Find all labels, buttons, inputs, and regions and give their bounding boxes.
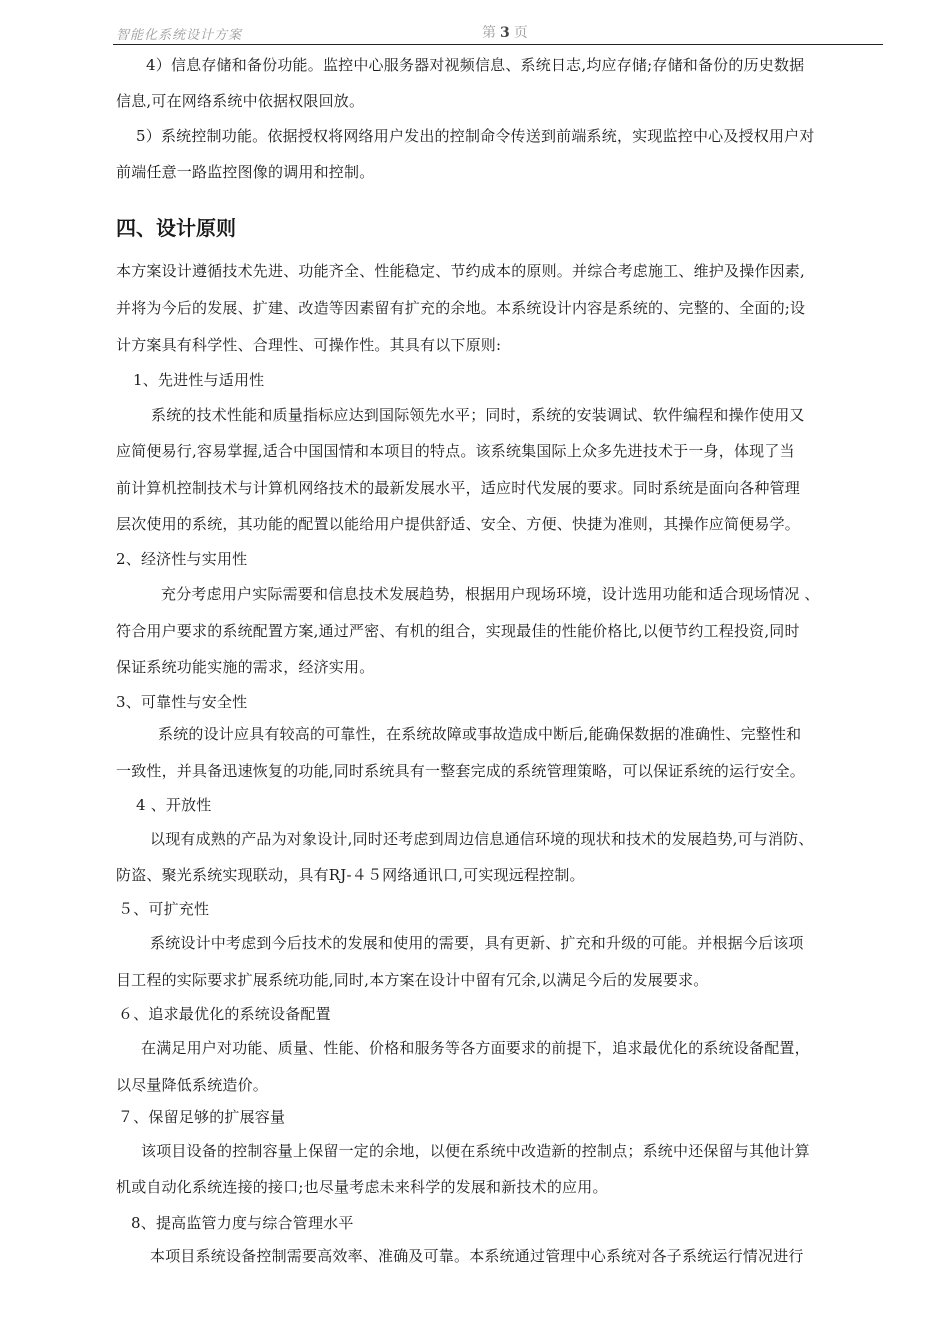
list-heading: ６、追求最优化的系统设备配置 [118, 1005, 331, 1023]
list-heading: 4 、开放性 [136, 796, 212, 814]
text-line: 目工程的实际要求扩展系统功能,同时,本方案在设计中留有冗余,以满足今后的发展要求。 [116, 971, 709, 989]
page-prefix: 第 [482, 25, 496, 41]
text-line: 系统的设计应具有较高的可靠性，在系统故障或事故造成中断后,能确保数据的准确性、完整性和 [158, 725, 802, 743]
text-line: 充分考虑用户实际需要和信息技术发展趋势，根据用户现场环境，设计选用功能和适合现场情况 、 [161, 585, 820, 603]
text-line: 保证系统功能实施的需求，经济实用。 [116, 658, 375, 676]
text-line: 前端任意一路监控图像的调用和控制。 [116, 163, 375, 181]
page-header-title: 智能化系统设计方案 [116, 28, 243, 43]
list-heading: 8、提高监管力度与综合管理水平 [131, 1214, 354, 1232]
text-line: 系统设计中考虑到今后技术的发展和使用的需要，具有更新、扩充和升级的可能。并根据今后该项 [150, 934, 804, 952]
text-line: 4）信息存储和备份功能。监控中心服务器对视频信息、系统日志,均应存储;存储和备份的历史数据 [146, 56, 805, 74]
page-number [482, 22, 528, 42]
text-line: 并将为今后的发展、扩建、改造等因素留有扩充的余地。本系统设计内容是系统的、完整的、全面的;设 [116, 299, 806, 317]
text-line: 信息,可在网络系统中依据权限回放。 [116, 92, 365, 110]
text-line: 本方案设计遵循技术先进、功能齐全、性能稳定、节约成本的原则。并综合考虑施工、维护及操作因素, [116, 262, 805, 280]
list-heading: 3、可靠性与安全性 [116, 693, 248, 711]
text-line: 该项目设备的控制容量上保留一定的余地，以便在系统中改造新的控制点；系统中还保留与其他计算 [141, 1142, 810, 1160]
text-line: 机或自动化系统连接的接口;也尽量考虑未来科学的发展和新技术的应用。 [116, 1178, 608, 1196]
list-heading: 1、先进性与适用性 [133, 371, 265, 389]
section-title: 四、设计原则 [116, 216, 236, 240]
page-number-value: 3 [500, 25, 510, 41]
text-line: 计方案具有科学性、合理性、可操作性。其具有以下原则: [116, 336, 502, 354]
text-line: 以尽量降低系统造价。 [116, 1076, 269, 1094]
list-heading: ７、保留足够的扩展容量 [118, 1108, 286, 1126]
text-line: 系统的技术性能和质量指标应达到国际领先水平；同时，系统的安装调试、软件编程和操作使用又 [151, 406, 805, 424]
list-heading: ５、可扩充性 [118, 900, 210, 918]
text-line: 防盗、聚光系统实现联动，具有RJ-４５网络通讯口,可实现远程控制。 [116, 866, 585, 884]
text-line: 本项目系统设备控制需要高效率、准确及可靠。本系统通过管理中心系统对各子系统运行情况进行 [150, 1247, 804, 1265]
text-line: 5）系统控制功能。依据授权将网络用户发出的控制命令传送到前端系统，实现监控中心及授权用户对 [136, 127, 815, 145]
text-line: 以现有成熟的产品为对象设计,同时还考虑到周边信息通信环境的现状和技术的发展趋势,可与消防、 [150, 830, 814, 848]
header-rule [113, 44, 883, 45]
text-line: 符合用户要求的系统配置方案,通过严密、有机的组合，实现最佳的性能价格比,以便节约工程投资,同时 [116, 622, 800, 640]
text-line: 应简便易行,容易掌握,适合中国国情和本项目的特点。该系统集国际上众多先进技术于一身，体现了当 [116, 442, 795, 460]
text-line: 一致性，并具备迅速恢复的功能,同时系统具有一整套完成的系统管理策略，可以保证系统的运行安全。 [116, 762, 805, 780]
text-line: 前计算机控制技术与计算机网络技术的最新发展水平，适应时代发展的要求。同时系统是面向各种管理 [116, 479, 801, 497]
text-line: 在满足用户对功能、质量、性能、价格和服务等各方面要求的前提下，追求最优化的系统设备配置， [141, 1039, 810, 1057]
list-heading: 2、经济性与实用性 [116, 550, 248, 568]
page-suffix: 页 [513, 25, 528, 41]
text-line: 层次使用的系统，其功能的配置以能给用户提供舒适、安全、方便、快捷为准则，其操作应简便易学。 [116, 515, 801, 533]
